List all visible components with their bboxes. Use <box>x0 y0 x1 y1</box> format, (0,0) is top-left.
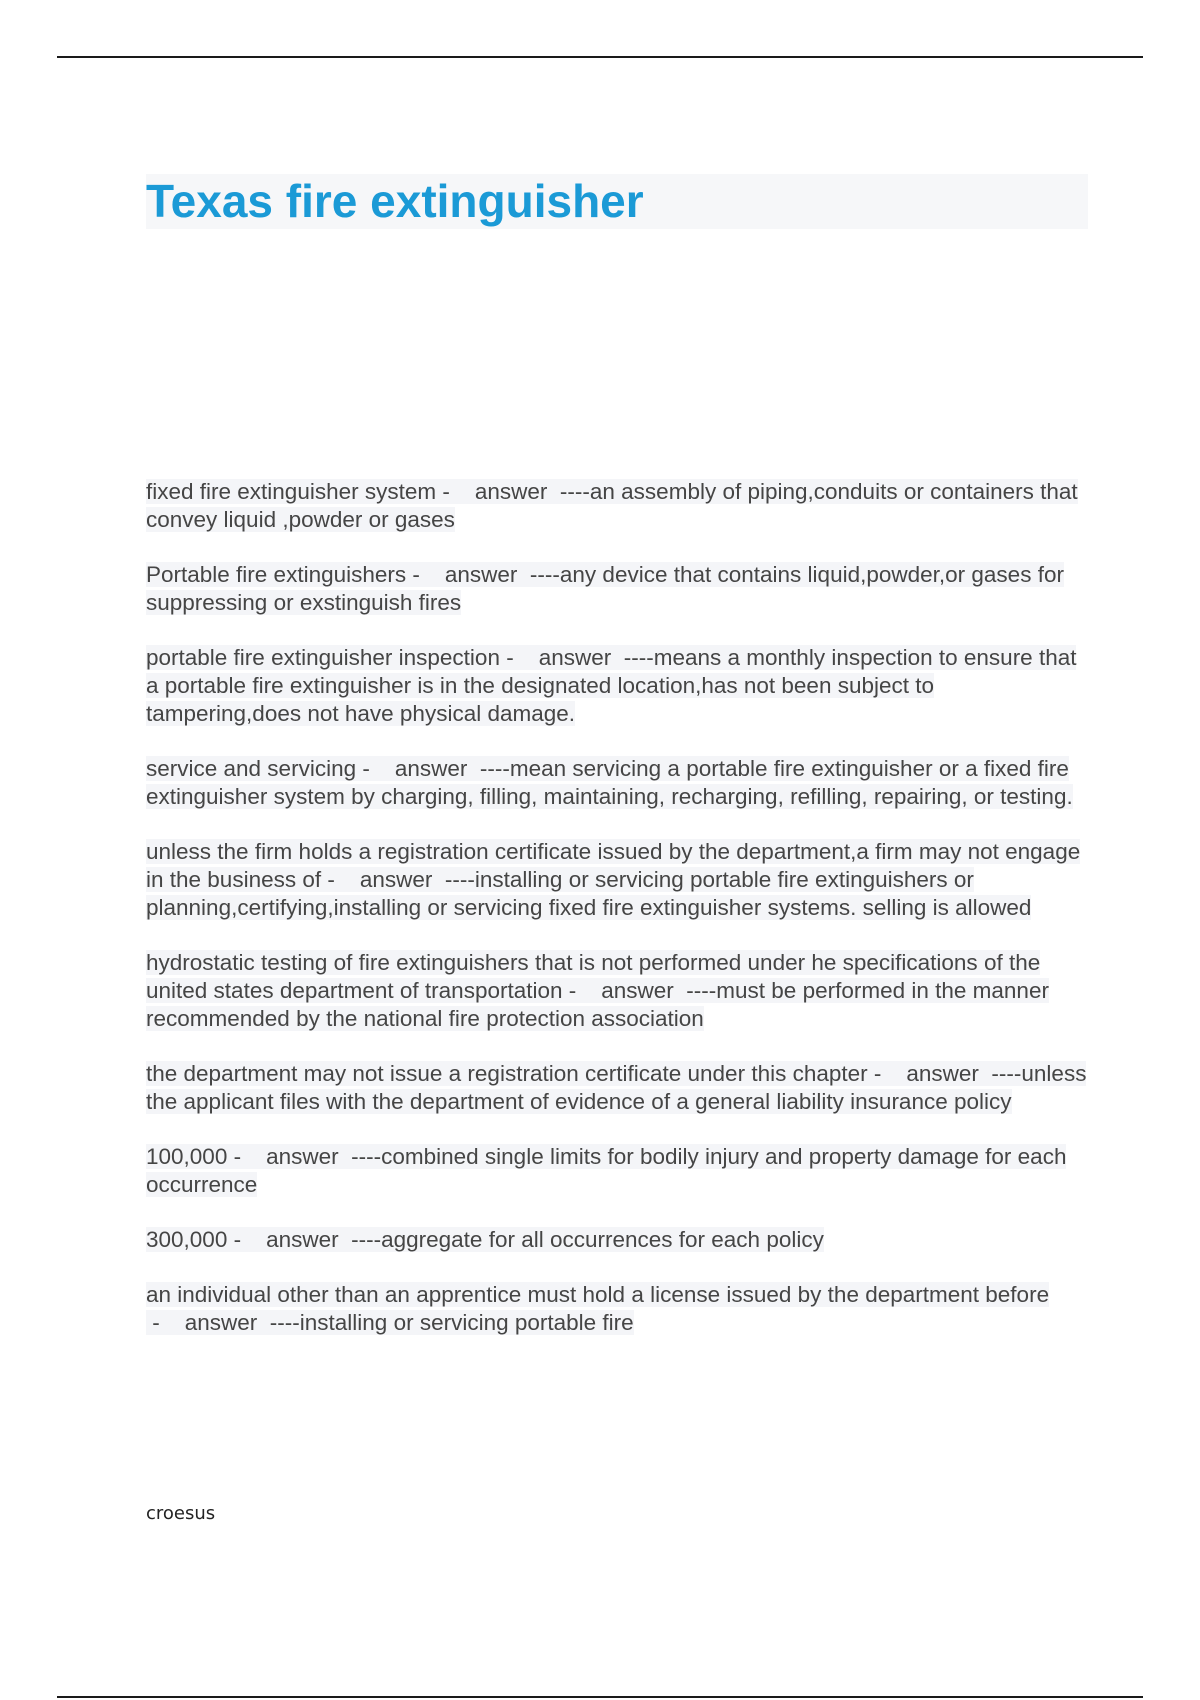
flashcard-item <box>146 1226 1088 1254</box>
card-term: portable fire extinguisher inspection <box>146 645 500 670</box>
card-term: hydrostatic testing of fire extinguishers that is not performed under he specifications of the united states department of transportation <box>146 950 1041 1003</box>
flashcard-item <box>146 755 1088 811</box>
card-definition: aggregate for all occurrences for each policy <box>381 1227 824 1252</box>
bottom-rule <box>57 1696 1143 1698</box>
flashcard-item <box>146 949 1088 1033</box>
flashcard-item <box>146 1060 1088 1116</box>
answer-separator: - answer ---- <box>499 645 654 670</box>
card-definition: any device that contains liquid,powder,or gases for suppressing or exstinguish fires <box>146 562 1064 615</box>
answer-separator: - answer ---- <box>406 562 560 587</box>
flashcard-list <box>146 478 1088 1364</box>
top-rule <box>57 56 1143 58</box>
footer-watermark: croesus <box>146 1503 216 1524</box>
card-term: unless the firm holds a registration certificate issued by the department,a firm may not engage in the business of <box>146 839 1081 892</box>
card-term: the department may not issue a registration certificate under this chapter <box>146 1061 868 1086</box>
card-definition: combined single limits for bodily injury and property damage for each occurrence <box>146 1144 1067 1197</box>
answer-separator: - answer ---- <box>146 1310 300 1335</box>
card-definition: means a monthly inspection to ensure that a portable fire extinguisher is in the designated location,has not been subject to tampering,does not have physical damage. <box>146 645 1077 726</box>
card-definition: installing or servicing portable fire extinguishers or planning,certifying,installing or servicing fixed fire extinguisher systems. selling is allowed <box>146 867 1032 920</box>
answer-separator: - answer ---- <box>227 1144 382 1169</box>
card-term: an individual other than an apprentice must hold a license issued by the department before <box>146 1282 1050 1307</box>
flashcard-item <box>146 838 1088 922</box>
flashcard-item <box>146 478 1088 534</box>
answer-separator: - answer ---- <box>321 867 475 892</box>
card-definition: installing or servicing portable fire <box>299 1310 634 1335</box>
card-definition: mean servicing a portable fire extinguisher or a fixed fire extinguisher system by charging, filling, maintaining, recharging, refilling, repairing, or testing. <box>146 756 1073 809</box>
card-term: 100,000 <box>146 1144 228 1169</box>
answer-separator: - answer ---- <box>436 479 590 504</box>
card-definition: unless the applicant files with the department of evidence of a general liability insurance policy <box>146 1061 1087 1114</box>
answer-separator: - answer ---- <box>562 978 717 1003</box>
card-term: fixed fire extinguisher system <box>146 479 437 504</box>
flashcard-item <box>146 561 1088 617</box>
answer-separator: - answer ---- <box>356 756 510 781</box>
card-definition: an assembly of piping,conduits or containers that convey liquid ,powder or gases <box>146 479 1078 532</box>
card-term: service and servicing <box>146 756 357 781</box>
card-term: Portable fire extinguishers <box>146 562 407 587</box>
card-term: 300,000 <box>146 1227 228 1252</box>
answer-separator: - answer ---- <box>227 1227 382 1252</box>
flashcard-item <box>146 1143 1088 1199</box>
document-title: Texas fire extinguisher <box>146 175 644 227</box>
flashcard-item <box>146 644 1088 728</box>
card-definition: must be performed in the manner recommended by the national fire protection association <box>146 978 1049 1031</box>
answer-separator: - answer ---- <box>867 1061 1022 1086</box>
flashcard-item <box>146 1281 1088 1337</box>
